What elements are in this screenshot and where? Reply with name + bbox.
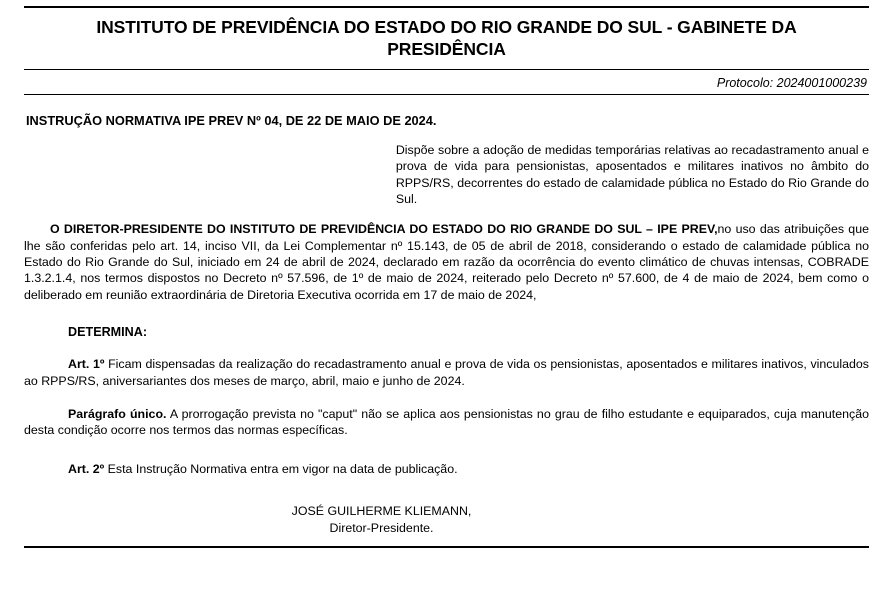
article-1 (24, 356, 869, 389)
header-top-divider (24, 6, 869, 8)
article-1-text: Ficam dispensadas da realização do recadastramento anual e prova de vida os pensionistas, aposentados e militares inativos, vinculados ao RPPS/RS, aniversariantes dos meses de março, abril, maio e junho de 2024. (24, 357, 869, 388)
ementa-paragraph: Dispõe sobre a adoção de medidas temporárias relativas ao recadastramento anual e prova de vida para pensionistas, aposentados e militares inativos no âmbito do RPPS/RS, decorrentes do estado de calamidade pública no Estado do Rio Grande do Sul. (395, 142, 869, 206)
paragrafo-unico-label: Parágrafo único. (68, 406, 167, 421)
paragrafo-unico (24, 406, 869, 439)
preamble-body: no uso das atribuições que lhe são conferidas pelo art. 14, inciso VII, da Lei Complementar nº 15.143, de 05 de abril de 2018, considerando o estado de calamidade pública no Estado do Rio Grande do Sul, iniciado em 24 de abril de 2024, declarado em razão da ocorrência do evento climático de chuvas intensas, COBRADE 1.3.2.1.4, nos termos dispostos no Decreto nº 57.596, de 1º de maio de 2024, reiterado pelo Decreto nº 57.600, de 4 de maio de 2024, bem como o deliberado em reunião extraordinária de Diretoria Executiva ocorrida em 17 de maio de 2024, (24, 222, 869, 302)
norm-heading: INSTRUÇÃO NORMATIVA IPE PREV Nº 04, DE 22 DE MAIO DE 2024. (26, 112, 437, 128)
footer-divider (24, 546, 869, 548)
document-page (0, 6, 893, 599)
page-title: INSTITUTO DE PREVIDÊNCIA DO ESTADO DO RIO GRANDE DO SUL - GABINETE DA PRESIDÊNCIA (96, 17, 797, 59)
signature-name: JOSÉ GUILHERME KLIEMANN, (291, 504, 472, 518)
preamble-paragraph (24, 221, 869, 303)
article-2-text: Esta Instrução Normativa entra em vigor na data de publicação. (104, 461, 458, 476)
protocol-number: Protocolo: 2024001000239 (716, 75, 867, 90)
signature-block (0, 503, 869, 536)
preamble-authority: O DIRETOR-PRESIDENTE DO INSTITUTO DE PREVIDÊNCIA DO ESTADO DO RIO GRANDE DO SUL – IPE PREV, (50, 222, 718, 237)
header-bottom-divider (24, 69, 869, 70)
paragrafo-unico-text: A prorrogação prevista no "caput" não se aplica aos pensionistas no grau de filho estudante e equiparados, cuja manutenção desta condição ocorre nos termos das normas específicas. (24, 406, 869, 438)
article-2 (24, 461, 869, 477)
article-2-label: Art. 2º (68, 461, 105, 476)
signature-role: Diretor-Presidente. (329, 520, 434, 535)
determina-label: DETERMINA: (68, 325, 148, 340)
protocol-divider (24, 94, 869, 95)
article-1-label: Art. 1º (68, 357, 105, 372)
